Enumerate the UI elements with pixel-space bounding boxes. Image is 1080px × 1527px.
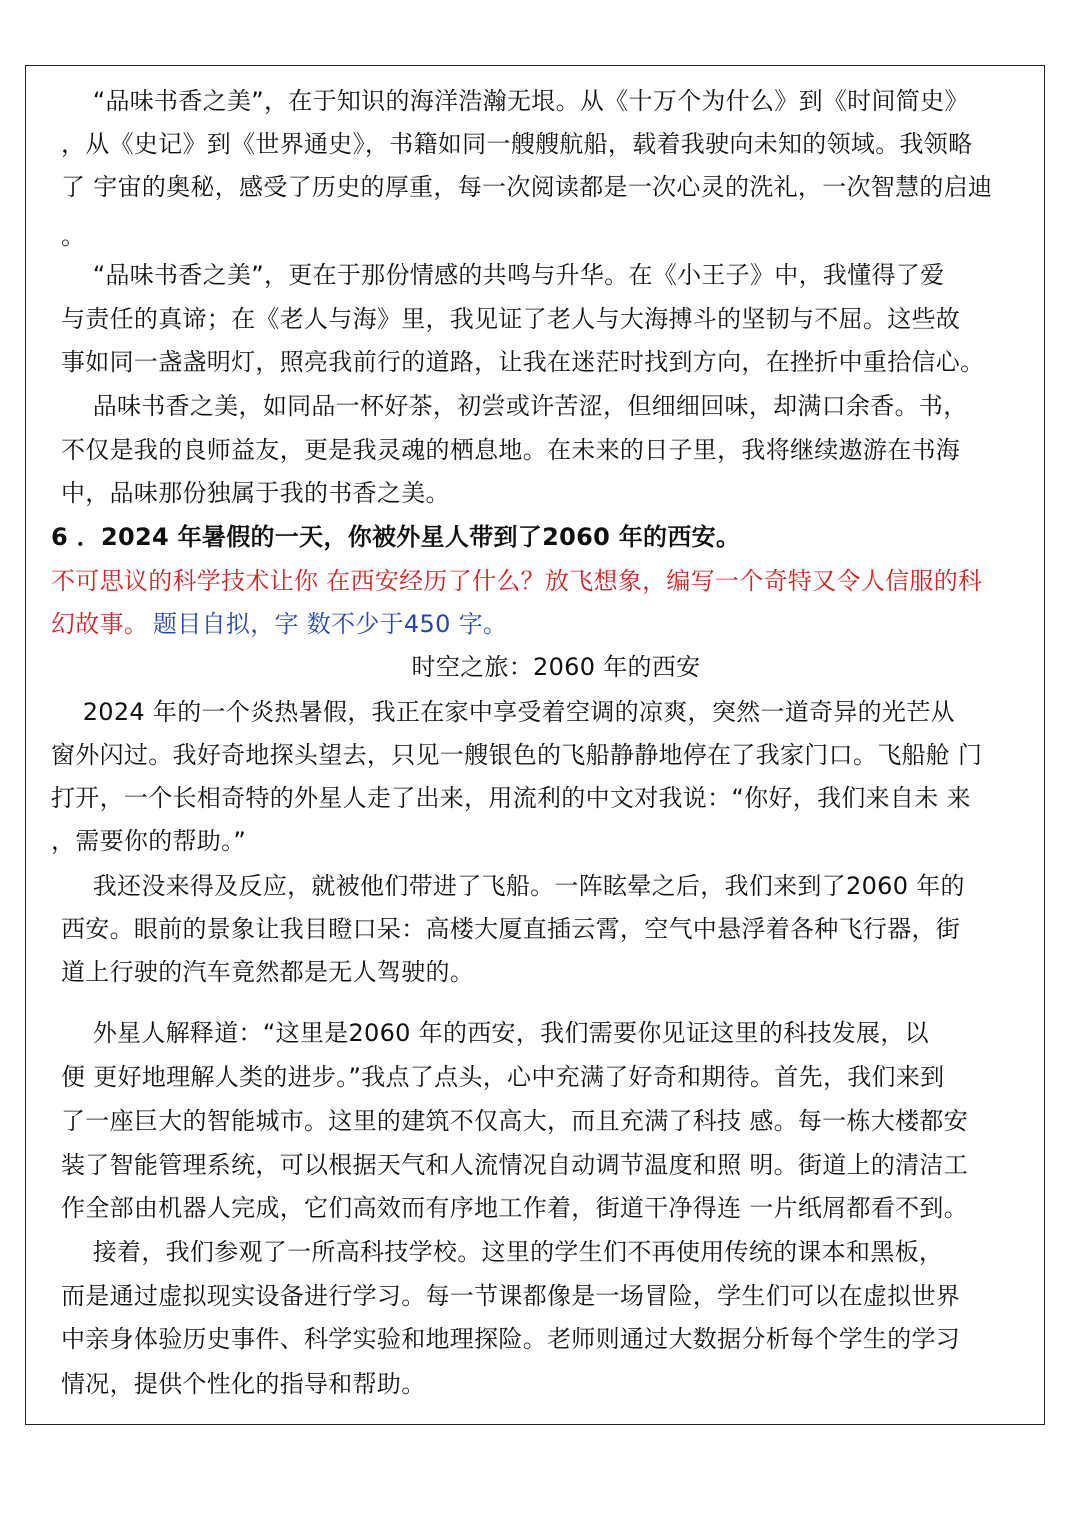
paragraph-line: “品味书香之美”，更在于那份情感的共鸣与升华。在《小王子》中，我懂得了爱 — [61, 261, 945, 289]
essay-line: 情况，提供个性化的指导和帮助。 — [61, 1370, 426, 1398]
paragraph-line: “品味书香之美”，在于知识的海洋浩瀚无垠。从《十万个为什么》到《时间简史》 — [61, 87, 969, 115]
paragraph-line: 事如同一盏盏明灯，照亮我前行的道路，让我在迷茫时找到方向，在挫折中重拾信心。 — [61, 348, 985, 376]
essay-line: 中亲身体验历史事件、科学实验和地理探险。老师则通过大数据分析每个学生的学习 — [61, 1325, 961, 1353]
paragraph-line: 中，品味那份独属于我的书香之美。 — [61, 479, 450, 507]
paragraph-line: 。 — [61, 222, 86, 250]
essay-line: 西安。眼前的景象让我目瞪口呆：高楼大厦直插云霄，空气中悬浮着各种飞行器，街 — [61, 915, 961, 943]
content-frame — [25, 65, 1045, 1425]
essay-line: 打开，一个长相奇特的外星人走了出来，用流利的中文对我说：“你好，我们来自未 来 — [51, 784, 971, 812]
essay-line: 作全部由机器人完成，它们高效而有序地工作着，街道干净得连 一片纸屑都看不到。 — [61, 1194, 969, 1222]
essay-line: 外星人解释道：“这里是2060 年的西安，我们需要你见证这里的科技发展，以 — [61, 1019, 929, 1047]
paragraph-line: 品味书香之美，如同品一杯好茶，初尝或许苦涩，但细细回味，却满口余香。书， — [61, 392, 968, 420]
paragraph-line: 与责任的真谛；在《老人与海》里，我见证了老人与大海搏斗的坚韧与不屈。这些故 — [61, 305, 961, 333]
paragraph-line: 了 宇宙的奥秘，感受了历史的厚重，每一次阅读都是一次心灵的洗礼，一次智慧的启迪 — [61, 173, 993, 201]
essay-line: 装了智能管理系统，可以根据天气和人流情况自动调节温度和照 明。街道上的清洁工 — [61, 1151, 969, 1179]
essay-line: 道上行驶的汽车竟然都是无人驾驶的。 — [61, 958, 475, 986]
essay-title: 时空之旅：2060 年的西安 — [411, 653, 701, 681]
essay-line: 窗外闪过。我好奇地探头望去，只见一艘银色的飞船静静地停在了我家门口。飞船舱 门 — [51, 741, 983, 769]
essay-line: 而是通过虚拟现实设备进行学习。每一节课都像是一场冒险，学生们可以在虚拟世界 — [61, 1282, 961, 1310]
question-prompt-line: 幻故事。 — [51, 610, 149, 638]
essay-line: ，需要你的帮助。” — [51, 827, 247, 855]
question-title: 6 ．2024 年暑假的一天，你被外星人带到了2060 年的西安。 — [51, 523, 741, 551]
paragraph-line: 不仅是我的良师益友，更是我灵魂的栖息地。在未来的日子里，我将继续遨游在书海 — [61, 436, 961, 464]
essay-line: 2024 年的一个炎热暑假，我正在家中享受着空调的凉爽，突然一道奇异的光芒从 — [51, 698, 955, 726]
essay-line: 接着，我们参观了一所高科技学校。这里的学生们不再使用传统的课本和黑板， — [61, 1238, 944, 1266]
paragraph-line: ，从《史记》到《世界通史》，书籍如同一艘艘航船，载着我驶向未知的领域。我领略 — [61, 130, 973, 158]
question-prompt-line: 不可思议的科学技术让你 在西安经历了什么？放飞想象，编写一个奇特又令人信服的科 — [51, 567, 983, 595]
essay-line: 我还没来得及反应，就被他们带进了飞船。一阵眩晕之后，我们来到了2060 年的 — [61, 872, 965, 900]
essay-line: 便 更好地理解人类的进步。”我点了点头，心中充满了好奇和期待。首先，我们来到 — [61, 1063, 945, 1091]
question-requirement: 题目自拟，字 数不少于450 字。 — [153, 610, 508, 638]
essay-line: 了一座巨大的智能城市。这里的建筑不仅高大，而且充满了科技 感。每一栋大楼都安 — [61, 1107, 969, 1135]
